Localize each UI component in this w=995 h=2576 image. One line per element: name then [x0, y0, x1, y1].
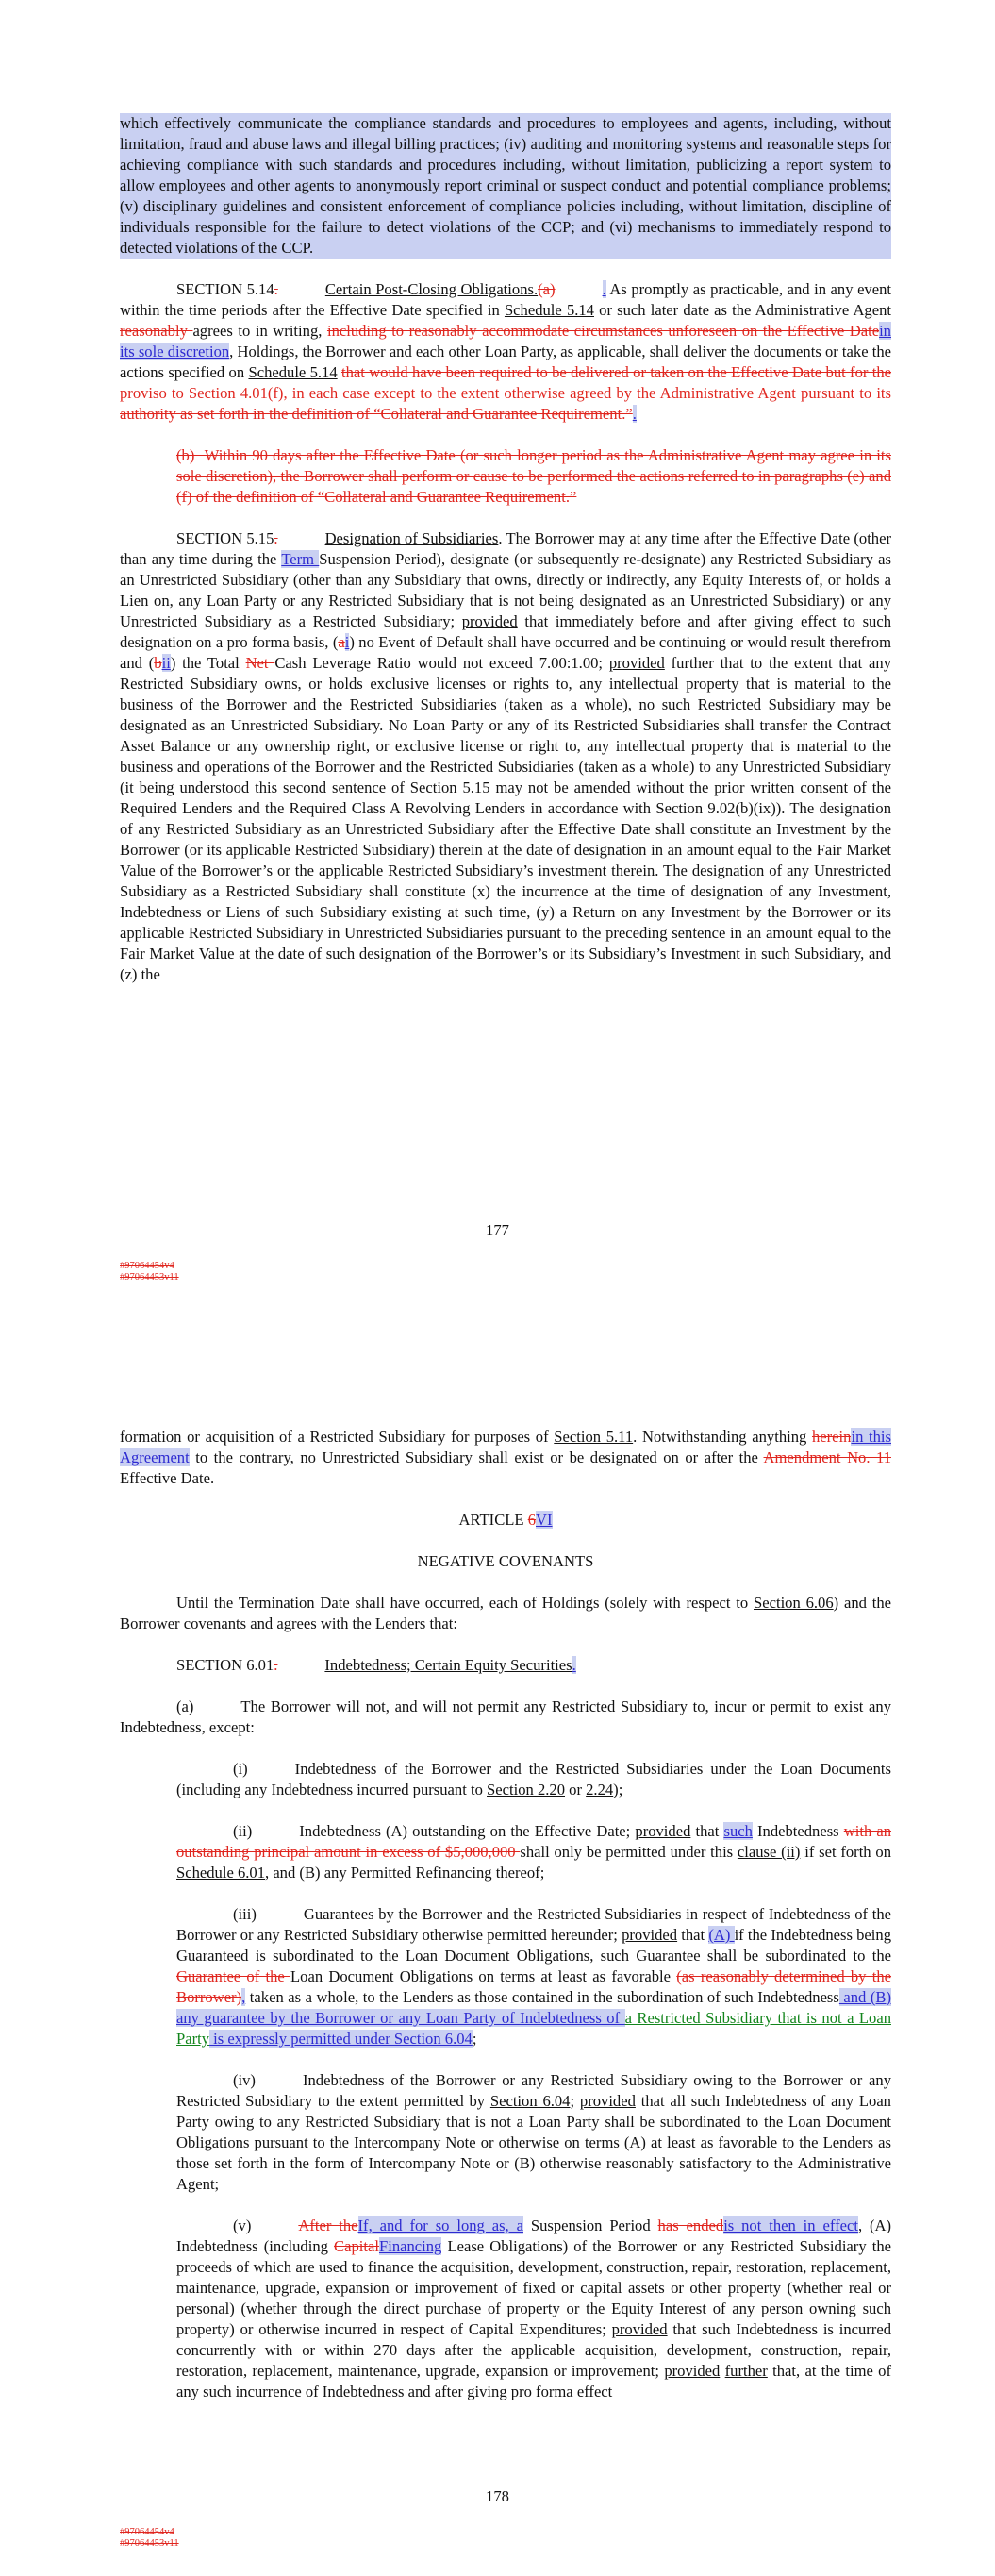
schedule-ref: Schedule 5.14	[248, 363, 338, 381]
item-ii: (ii) Indebtedness (A) outstanding on the Effective Date; provided that such Indebtedness with an outstanding principal amount in excess of $5,000,000 shall only be permitted under this clause (ii) if set forth on Schedule 6.01, and (B) any Permitted Refinancing thereof;	[176, 1822, 892, 1882]
section-5-14-b-deleted: (b) Within 90 days after the Effective Date (or such longer period as the Administrative Agent may agree in its sole discretion), the Borrower shall perform or cause to be performed the actions referred to in paragraphs (e) and (f) of the definition of “Collateral and Guarantee Requirement.”	[176, 446, 891, 506]
section-6-01-heading: SECTION 6.01. Indebtedness; Certain Equity Securities.	[176, 1656, 576, 1674]
section-5-15-title: Designation of Subsidiaries	[324, 529, 499, 547]
document-id-footer: #97064454v4 #97064453v11	[120, 1261, 179, 1282]
covenants-lead-in: Until the Termination Date shall have occurred, each of Holdings (solely with respect to Section 6.06) and the Borrower covenants and agrees with the Lenders that:	[120, 1594, 891, 1632]
page-178-body	[120, 1427, 891, 2402]
item-i: (i) Indebtedness of the Borrower and the Restricted Subsidiaries under the Loan Documents (including any Indebtedness incurred pursuant to Section 2.20 or 2.24);	[176, 1760, 891, 1798]
page-177-body	[120, 113, 891, 985]
page-number: 177	[486, 1221, 509, 1239]
section-5-14: SECTION 5.14. Certain Post-Closing Obligations.(a) . As promptly as practicable, and in any event within the time periods after the Effective Date specified in Schedule 5.14 or such later date as the Administrative Agent reasonably agrees to in writing, including to reasonably accommodate circumstances unforeseen on the Effective Datein its sole discretion, Holdings, the Borrower and each other Loan Party, as applicable, shall deliver the documents or take the actions specified on Schedule 5.14 that would have been required to be delivered or taken on the Effective Date but for the proviso to Section 4.01(f), in each case except to the extent otherwise agreed by the Administrative Agent pursuant to its authority as set forth in the definition of “Collateral and Guarantee Requirement.”.	[120, 280, 892, 423]
item-iii: (iii) Guarantees by the Borrower and the Restricted Subsidiaries in respect of Indebtedness of the Borrower or any Restricted Subsidiary otherwise permitted hereunder; provided that (A) if the Indebtedness being Guaranteed is subordinated to the Loan Document Obligations, such Guarantee shall be subordinated to the Guarantee of the Loan Document Obligations on terms at least as favorable (as reasonably determined by the Borrower), taken as a whole, to the Lenders as those contained in the subordination of such Indebtedness and (B) any guarantee by the Borrower or any Loan Party of Indebtedness of a Restricted Subsidiary that is not a Loan Party is expressly permitted under Section 6.04;	[176, 1905, 892, 2048]
page-number: 178	[486, 2487, 509, 2505]
section-5-14-title: Certain Post-Closing Obligations.	[324, 280, 539, 298]
document-id-footer: #97064454v4 #97064453v11	[120, 2527, 179, 2549]
article-title: NEGATIVE COVENANTS	[417, 1552, 594, 1570]
compliance-paragraph: which effectively communicate the compliance standards and procedures to employees and agents, including, without limitation, fraud and abuse laws and illegal billing practices; (iv) auditing and monitoring systems and reasonable steps for achieving compliance with such standards and procedures including, without limitation, publicizing a report system to allow employees and other agents to anonymously report criminal or suspect conduct and potential compliance problems; (v) disciplinary guidelines and consistent enforcement of compliance policies including, without limitation, discipline of individuals responsible for the failure to detect violations of the CCP; and (vi) mechanisms to immediately respond to detected violations of the CCP.	[120, 114, 891, 257]
page-178	[0, 1330, 995, 2576]
schedule-ref: Schedule 5.14	[504, 301, 594, 319]
item-iv: (iv) Indebtedness of the Borrower or any Restricted Subsidiary owing to the Borrower or any Restricted Subsidiary to the extent permitted by Section 6.04; provided that all such Indebtedness of any Loan Party owing to any Restricted Subsidiary that is not a Loan Party shall be subordinated to the Loan Document Obligations pursuant to the Intercompany Note or otherwise on terms (A) at least as favorable to the Lenders as those set forth in the form of Intercompany Note or (B) otherwise reasonably satisfactory to the Administrative Agent;	[176, 2071, 891, 2193]
paragraph-a: (a) The Borrower will not, and will not permit any Restricted Subsidiary to, incur or permit to exist any Indebtedness, except:	[120, 1698, 891, 1736]
section-5-15: SECTION 5.15. Designation of Subsidiaries. The Borrower may at any time after the Effective Date (other than any time during the Term Suspension Period), designate (or subsequently re-designate) any Restricted Subsidiary as an Unrestricted Subsidiary (other than any Subsidiary that owns, directly or indirectly, any Equity Interests of, or holds a Lien on, any Loan Party or any Restricted Subsidiary that is not being designated as an Unrestricted Subsidiary) or any Unrestricted Subsidiary as a Restricted Subsidiary; provided that immediately before and after giving effect to such designation on a pro forma basis, (ai) no Event of Default shall have occurred and be continuing or would result therefrom and (bii) the Total Net Cash Leverage Ratio would not exceed 7.00:1.00; provided further that to the extent that any Restricted Subsidiary owns, or holds exclusive licenses or rights to, any intellectual property that is material to the business of the Borrower and the Restricted Subsidiaries (taken as a whole), no such Restricted Subsidiary may be designated as an Unrestricted Subsidiary. No Loan Party or any of its Restricted Subsidiaries shall transfer the Contract Asset Balance or any ownership right, or exclusive license or right to, any intellectual property that is material to the business and operations of the Borrower and the Restricted Subsidiaries (taken as a whole) to any Unrestricted Subsidiary (it being understood this second sentence of Section 5.15 may not be amended without the prior written consent of the Required Lenders and the Required Class A Revolving Lenders in accordance with Section 9.02(b)(ix)). The designation of any Restricted Subsidiary as an Unrestricted Subsidiary after the Effective Date shall constitute an Investment by the Borrower (or its applicable Restricted Subsidiary) therein at the date of designation in an amount equal to the Fair Market Value of the Borrower’s or the applicable Restricted Subsidiary’s investment therein. The designation of any Unrestricted Subsidiary as a Restricted Subsidiary shall constitute (x) the incurrence at the time of designation of any Investment, Indebtedness or Liens of such Subsidiary existing at such time, (y) a Return on any Investment by the Borrower or its applicable Restricted Subsidiary in Unrestricted Subsidiaries pursuant to the preceding sentence in an amount equal to the Fair Market Value at the date of such designation of the Borrower’s or its Subsidiary’s Investment in such Subsidiary, and (z) the	[120, 529, 892, 983]
item-v: (v) After theIf, and for so long as, a Suspension Period has endedis not then in effect, (A) Indebtedness (including CapitalFinancing Lease Obligations) of the Borrower or any Restricted Subsidiary the proceeds of which are used to finance the acquisition, development, construction, repair, restoration, replacement, maintenance, upgrade, expansion or improvement of fixed or capital assets or other property (whether real or personal) (whether through the direct purchase of property or the Equity Interest of any person owning such property) or otherwise incurred in respect of Capital Expenditures; provided that such Indebtedness is incurred concurrently with or within 270 days after the applicable acquisition, development, construction, repair, restoration, replacement, maintenance, upgrade, expansion or improvement; provided further that, at the time of any such incurrence of Indebtedness and after giving pro forma effect	[176, 2216, 892, 2400]
section-5-15-continued: formation or acquisition of a Restricted Subsidiary for purposes of Section 5.11. Notwithstanding anything hereinin this Agreement to the contrary, no Unrestricted Subsidiary shall exist or be designated on or after the Amendment No. 11 Effective Date.	[120, 1428, 891, 1487]
article-heading: ARTICLE 6VI	[458, 1511, 553, 1529]
moved-text: a Restricted Subsidiary that is not a Loan Party	[176, 2009, 891, 2048]
